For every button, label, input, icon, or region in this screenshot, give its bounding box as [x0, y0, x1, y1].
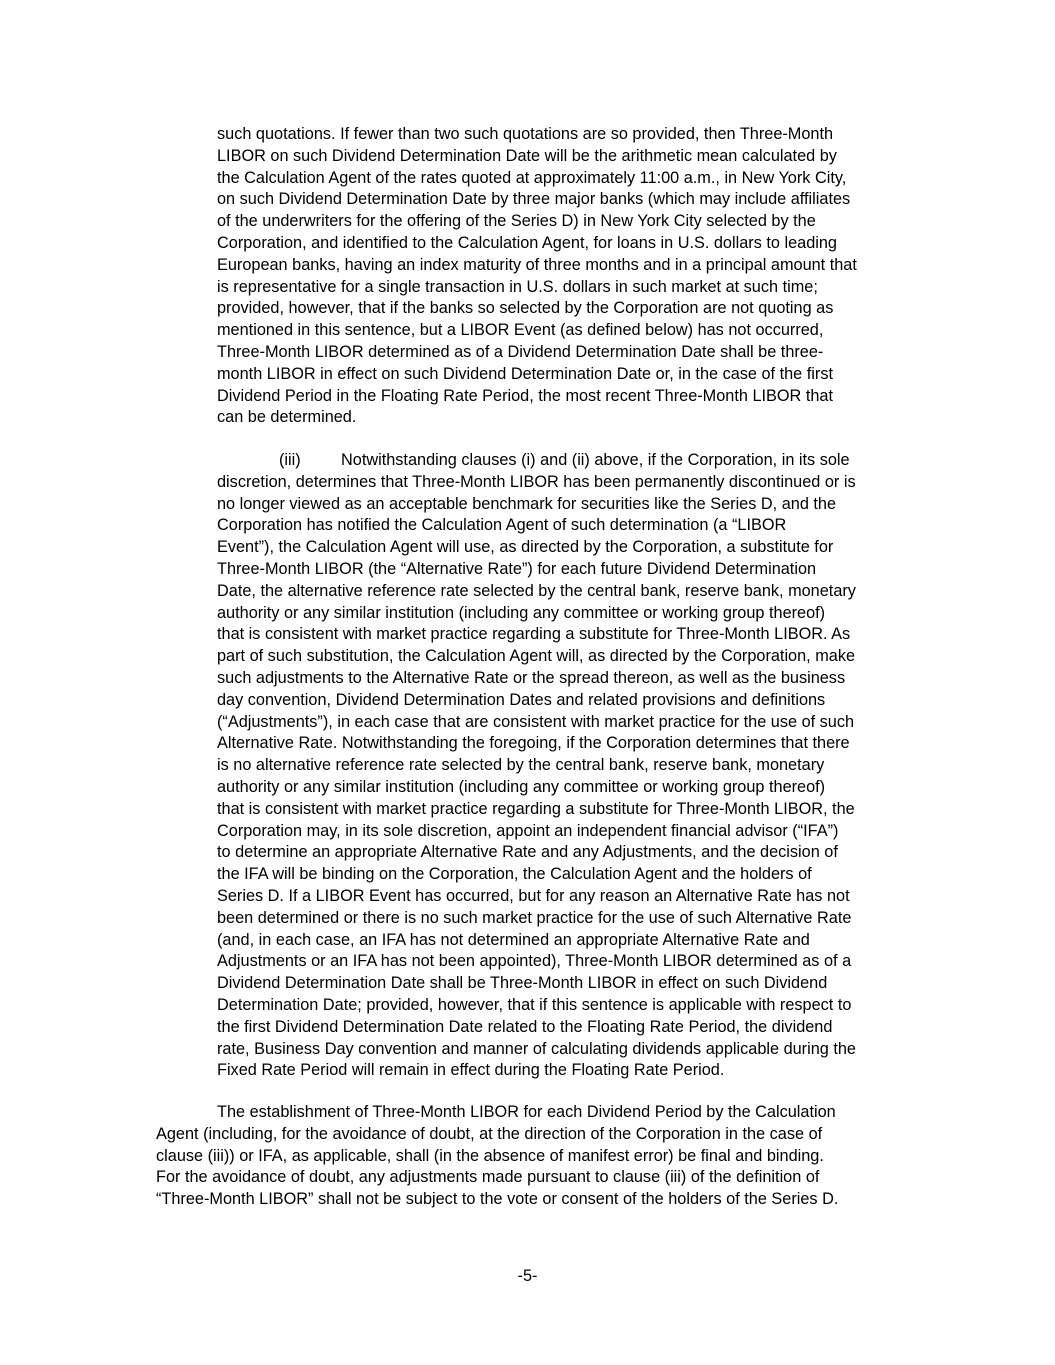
text-line: is representative for a single transaction in U.S. dollars in such market at such time; [217, 277, 818, 296]
clause-label: (iii) [279, 451, 301, 469]
text-line: the first Dividend Determination Date related to the Floating Rate Period, the dividend [217, 1017, 833, 1036]
paragraph-establishment [156, 1102, 838, 1211]
text-line: discretion, determines that Three-Month LIBOR has been permanently discontinued or is [217, 472, 856, 491]
text-line-content: The establishment of Three-Month LIBOR for each Dividend Period by the Calculation [217, 1103, 836, 1121]
text-line: of the underwriters for the offering of the Series D) in New York City selected by the [217, 212, 816, 231]
text-line: For the avoidance of doubt, any adjustments made pursuant to clause (iii) of the definition of [156, 1168, 820, 1187]
text-line: such quotations. If fewer than two such quotations are so provided, then Three-Month [217, 125, 834, 143]
text-line: the IFA will be binding on the Corporation, the Calculation Agent and the holders of [217, 865, 812, 884]
text-line: clause (iii)) or IFA, as applicable, shall (in the absence of manifest error) be final and binding. [156, 1146, 824, 1165]
clause-iii-paragraph [217, 450, 856, 1082]
text-line: European banks, having an index maturity of three months and in a principal amount that [217, 255, 857, 274]
text-line: Dividend Period in the Floating Rate Period, the most recent Three-Month LIBOR that [217, 386, 833, 405]
text-line: Event”), the Calculation Agent will use, as directed by the Corporation, a substitute for [217, 538, 834, 557]
text-line: LIBOR on such Dividend Determination Date will be the arithmetic mean calculated by [217, 146, 837, 165]
text-line: part of such substitution, the Calculation Agent will, as directed by the Corporation, make [217, 647, 856, 666]
text-line: provided, however, that if the banks so selected by the Corporation are not quoting as [217, 299, 834, 318]
text-line: Corporation has notified the Calculation Agent of such determination (a “LIBOR [217, 516, 787, 535]
text-line: month LIBOR in effect on such Dividend Determination Date or, in the case of the first [217, 364, 833, 383]
text-line: Adjustments or an IFA has not been appointed), Three-Month LIBOR determined as of a [217, 952, 852, 971]
text-line: day convention, Dividend Determination Dates and related provisions and definitions [217, 690, 826, 709]
clause-iii-first-line [217, 450, 856, 472]
text-line: that is consistent with market practice regarding a substitute for Three-Month LIBOR, the [217, 799, 855, 818]
text-line: the Calculation Agent of the rates quoted at approximately 11:00 a.m., in New York City, [217, 168, 847, 187]
text-line: on such Dividend Determination Date by three major banks (which may include affiliates [217, 190, 851, 209]
text-line: Date, the alternative reference rate selected by the central bank, reserve bank, monetary [217, 581, 856, 600]
text-line: Corporation may, in its sole discretion, appoint an independent financial advisor (“IFA”) [217, 821, 839, 840]
text-line: is no alternative reference rate selected by the central bank, reserve bank, monetary [217, 756, 825, 775]
text-line: rate, Business Day convention and manner of calculating dividends applicable during the [217, 1039, 856, 1058]
text-line: Three-Month LIBOR determined as of a Dividend Determination Date shall be three- [217, 342, 824, 361]
text-line: can be determined. [217, 408, 357, 427]
text-line: to determine an appropriate Alternative Rate and any Adjustments, and the decision of [217, 843, 838, 862]
text-line: Dividend Determination Date shall be Three-Month LIBOR in effect on such Dividend [217, 974, 828, 993]
text-line: Series D. If a LIBOR Event has occurred, but for any reason an Alternative Rate has not [217, 886, 850, 905]
text-line: (“Adjustments”), in each case that are consistent with market practice for the use of such [217, 712, 855, 731]
text-line: Notwithstanding clauses (i) and (ii) above, if the Corporation, in its sole [341, 451, 850, 469]
text-line: Three-Month LIBOR (the “Alternative Rate”) for each future Dividend Determination [217, 559, 817, 578]
text-line: been determined or there is no such market practice for the use of such Alternative Rate [217, 908, 852, 927]
text-line: “Three-Month LIBOR” shall not be subject to the vote or consent of the holders of the Series D. [156, 1190, 839, 1209]
text-line [156, 1102, 838, 1124]
text-line: no longer viewed as an acceptable benchmark for securities like the Series D, and the [217, 494, 837, 513]
text-line: Determination Date; provided, however, that if this sentence is applicable with respect to [217, 995, 852, 1014]
text-line: authority or any similar institution (including any committee or working group thereof) [217, 603, 826, 622]
text-line: that is consistent with market practice regarding a substitute for Three-Month LIBOR. As [217, 625, 851, 644]
text-line: such adjustments to the Alternative Rate or the spread thereon, as well as the business [217, 668, 846, 687]
page-number: -5- [517, 1267, 538, 1285]
text-line: Alternative Rate. Notwithstanding the foregoing, if the Corporation determines that there [217, 734, 850, 753]
text-line: authority or any similar institution (including any committee or working group thereof) [217, 777, 826, 796]
text-line: Agent (including, for the avoidance of doubt, at the direction of the Corporation in the case of [156, 1124, 823, 1143]
paragraph-libor-fallback [217, 124, 857, 429]
text-line: Corporation, and identified to the Calculation Agent, for loans in U.S. dollars to leading [217, 233, 837, 252]
text-line: (and, in each case, an IFA has not determined an appropriate Alternative Rate and [217, 930, 810, 949]
text-line: mentioned in this sentence, but a LIBOR Event (as defined below) has not occurred, [217, 321, 824, 340]
text-line: Fixed Rate Period will remain in effect during the Floating Rate Period. [217, 1061, 725, 1080]
